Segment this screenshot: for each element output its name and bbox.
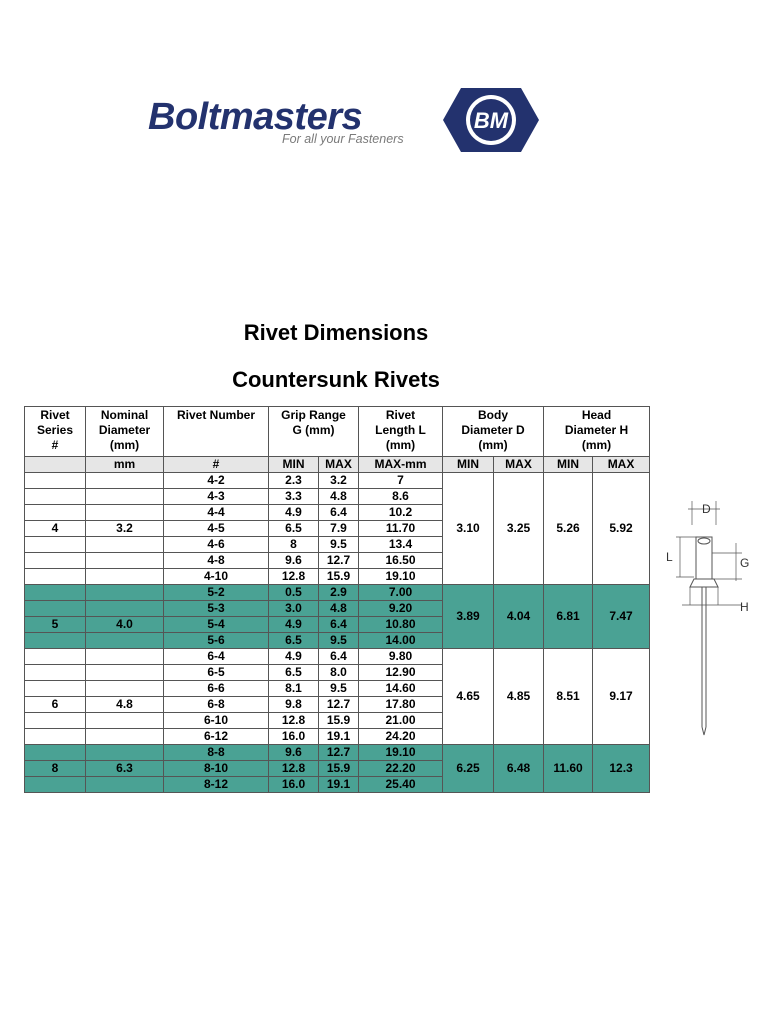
rivet-length-cell: 16.50 — [359, 553, 443, 569]
rivet-length-cell: 19.10 — [359, 745, 443, 761]
rivet-length-cell: 10.2 — [359, 505, 443, 521]
head-min-cell: 5.26 — [544, 473, 593, 585]
nominal-diameter-cell — [86, 745, 164, 761]
grip-min-cell: 9.8 — [269, 697, 319, 713]
grip-min-cell: 8.1 — [269, 681, 319, 697]
grip-max-cell: 15.9 — [319, 761, 359, 777]
series-cell — [25, 745, 86, 761]
nominal-diameter-cell — [86, 665, 164, 681]
body-min-cell: 3.10 — [443, 473, 494, 585]
grip-min-cell: 4.9 — [269, 649, 319, 665]
series-cell — [25, 569, 86, 585]
header-rivet-length: Rivet Length L (mm) — [359, 407, 443, 457]
series-cell — [25, 585, 86, 601]
body-max-cell: 4.04 — [494, 585, 544, 649]
table-row — [25, 585, 650, 601]
grip-max-cell: 19.1 — [319, 729, 359, 745]
head-min-cell: 11.60 — [544, 745, 593, 793]
rivet-number-cell: 6-6 — [164, 681, 269, 697]
unit-cell: MAX-mm — [359, 457, 443, 473]
series-cell — [25, 713, 86, 729]
diagram-label-d: D — [702, 502, 711, 516]
series-cell: 5 — [25, 617, 86, 633]
rivet-number-cell: 6-10 — [164, 713, 269, 729]
nominal-diameter-cell — [86, 713, 164, 729]
rivet-number-cell: 6-12 — [164, 729, 269, 745]
grip-max-cell: 6.4 — [319, 649, 359, 665]
table-row — [25, 649, 650, 665]
table-row — [25, 745, 650, 761]
unit-cell: MAX — [593, 457, 650, 473]
grip-max-cell: 3.2 — [319, 473, 359, 489]
rivet-dimensions-table — [24, 406, 650, 793]
grip-max-cell: 8.0 — [319, 665, 359, 681]
rivet-length-cell: 14.00 — [359, 633, 443, 649]
grip-max-cell: 9.5 — [319, 633, 359, 649]
diagram-label-h: H — [740, 600, 749, 614]
body-max-cell: 6.48 — [494, 745, 544, 793]
rivet-number-cell: 8-10 — [164, 761, 269, 777]
grip-min-cell: 6.5 — [269, 665, 319, 681]
grip-min-cell: 6.5 — [269, 521, 319, 537]
grip-max-cell: 6.4 — [319, 617, 359, 633]
grip-min-cell: 3.0 — [269, 601, 319, 617]
page-subtitle: Countersunk Rivets — [232, 367, 440, 392]
unit-cell: mm — [86, 457, 164, 473]
series-cell — [25, 473, 86, 489]
rivet-number-cell: 5-6 — [164, 633, 269, 649]
rivet-length-cell: 7.00 — [359, 585, 443, 601]
grip-max-cell: 9.5 — [319, 537, 359, 553]
grip-min-cell: 9.6 — [269, 553, 319, 569]
body-min-cell: 3.89 — [443, 585, 494, 649]
series-cell — [25, 633, 86, 649]
series-cell — [25, 537, 86, 553]
table-body — [25, 473, 650, 793]
head-max-cell: 5.92 — [593, 473, 650, 585]
grip-min-cell: 16.0 — [269, 777, 319, 793]
rivet-number-cell: 8-12 — [164, 777, 269, 793]
series-cell: 4 — [25, 521, 86, 537]
head-max-cell: 7.47 — [593, 585, 650, 649]
grip-min-cell: 16.0 — [269, 729, 319, 745]
rivet-length-cell: 24.20 — [359, 729, 443, 745]
grip-min-cell: 6.5 — [269, 633, 319, 649]
header-row — [25, 407, 650, 457]
logo-tagline: For all your Fasteners — [282, 132, 404, 146]
units-row — [25, 457, 650, 473]
nominal-diameter-cell — [86, 777, 164, 793]
nominal-diameter-cell — [86, 505, 164, 521]
rivet-length-cell: 21.00 — [359, 713, 443, 729]
unit-cell — [25, 457, 86, 473]
body-min-cell: 4.65 — [443, 649, 494, 745]
header-series: Rivet Series # — [25, 407, 86, 457]
grip-min-cell: 2.3 — [269, 473, 319, 489]
rivet-length-cell: 14.60 — [359, 681, 443, 697]
grip-min-cell: 3.3 — [269, 489, 319, 505]
grip-max-cell: 12.7 — [319, 745, 359, 761]
unit-cell: MAX — [494, 457, 544, 473]
head-max-cell: 9.17 — [593, 649, 650, 745]
nominal-diameter-cell — [86, 537, 164, 553]
series-cell — [25, 601, 86, 617]
rivet-length-cell: 25.40 — [359, 777, 443, 793]
head-min-cell: 6.81 — [544, 585, 593, 649]
grip-min-cell: 4.9 — [269, 505, 319, 521]
series-cell — [25, 665, 86, 681]
rivet-length-cell: 11.70 — [359, 521, 443, 537]
rivet-length-cell: 9.20 — [359, 601, 443, 617]
rivet-length-cell: 9.80 — [359, 649, 443, 665]
series-cell — [25, 489, 86, 505]
header-rivet-number: Rivet Number — [164, 407, 269, 457]
nominal-diameter-cell — [86, 553, 164, 569]
header-grip-range: Grip Range G (mm) — [269, 407, 359, 457]
rivet-length-cell: 19.10 — [359, 569, 443, 585]
unit-cell: MAX — [319, 457, 359, 473]
rivet-number-cell: 8-8 — [164, 745, 269, 761]
nominal-diameter-cell — [86, 569, 164, 585]
grip-max-cell: 9.5 — [319, 681, 359, 697]
diagram-label-l: L — [666, 550, 673, 564]
series-cell — [25, 505, 86, 521]
header-nominal-diameter: Nominal Diameter (mm) — [86, 407, 164, 457]
logo-wordmark: Boltmasters — [148, 96, 363, 138]
nominal-diameter-cell: 3.2 — [86, 521, 164, 537]
series-cell: 6 — [25, 697, 86, 713]
hex-nut-badge-icon — [441, 86, 541, 154]
series-cell — [25, 649, 86, 665]
rivet-number-cell: 4-2 — [164, 473, 269, 489]
grip-max-cell: 12.7 — [319, 553, 359, 569]
rivet-length-cell: 13.4 — [359, 537, 443, 553]
grip-max-cell: 12.7 — [319, 697, 359, 713]
grip-max-cell: 4.8 — [319, 489, 359, 505]
series-cell — [25, 553, 86, 569]
rivet-number-cell: 4-5 — [164, 521, 269, 537]
rivet-length-cell: 7 — [359, 473, 443, 489]
head-min-cell: 8.51 — [544, 649, 593, 745]
table-row — [25, 473, 650, 489]
unit-cell: # — [164, 457, 269, 473]
rivet-number-cell: 5-2 — [164, 585, 269, 601]
grip-min-cell: 12.8 — [269, 713, 319, 729]
rivet-length-cell: 10.80 — [359, 617, 443, 633]
series-cell — [25, 729, 86, 745]
grip-max-cell: 6.4 — [319, 505, 359, 521]
unit-cell: MIN — [269, 457, 319, 473]
nominal-diameter-cell — [86, 489, 164, 505]
grip-max-cell: 19.1 — [319, 777, 359, 793]
grip-max-cell: 2.9 — [319, 585, 359, 601]
grip-min-cell: 4.9 — [269, 617, 319, 633]
rivet-number-cell: 5-4 — [164, 617, 269, 633]
rivet-number-cell: 6-4 — [164, 649, 269, 665]
grip-min-cell: 12.8 — [269, 569, 319, 585]
nominal-diameter-cell: 4.8 — [86, 697, 164, 713]
body-max-cell: 4.85 — [494, 649, 544, 745]
rivet-number-cell: 4-8 — [164, 553, 269, 569]
rivet-number-cell: 4-3 — [164, 489, 269, 505]
rivet-number-cell: 5-3 — [164, 601, 269, 617]
diagram-label-g: G — [740, 556, 750, 570]
grip-max-cell: 4.8 — [319, 601, 359, 617]
series-cell — [25, 777, 86, 793]
rivet-length-cell: 12.90 — [359, 665, 443, 681]
nominal-diameter-cell — [86, 633, 164, 649]
rivet-number-cell: 6-5 — [164, 665, 269, 681]
grip-min-cell: 8 — [269, 537, 319, 553]
rivet-length-cell: 17.80 — [359, 697, 443, 713]
series-cell — [25, 681, 86, 697]
nominal-diameter-cell — [86, 649, 164, 665]
nominal-diameter-cell — [86, 729, 164, 745]
nominal-diameter-cell — [86, 473, 164, 489]
badge-letters: BM — [473, 108, 509, 133]
unit-cell: MIN — [443, 457, 494, 473]
grip-max-cell: 15.9 — [319, 569, 359, 585]
nominal-diameter-cell: 6.3 — [86, 761, 164, 777]
nominal-diameter-cell: 4.0 — [86, 617, 164, 633]
rivet-number-cell: 4-6 — [164, 537, 269, 553]
grip-max-cell: 7.9 — [319, 521, 359, 537]
rivet-number-cell: 4-10 — [164, 569, 269, 585]
rivet-drawing — [676, 501, 742, 735]
rivet-length-cell: 8.6 — [359, 489, 443, 505]
grip-max-cell: 15.9 — [319, 713, 359, 729]
header-body-diameter: Body Diameter D (mm) — [443, 407, 544, 457]
rivet-number-cell: 6-8 — [164, 697, 269, 713]
nominal-diameter-cell — [86, 681, 164, 697]
nominal-diameter-cell — [86, 601, 164, 617]
series-cell: 8 — [25, 761, 86, 777]
nominal-diameter-cell — [86, 585, 164, 601]
rivet-diagram — [660, 495, 760, 745]
body-min-cell: 6.25 — [443, 745, 494, 793]
rivet-length-cell: 22.20 — [359, 761, 443, 777]
rivet-number-cell: 4-4 — [164, 505, 269, 521]
grip-min-cell: 12.8 — [269, 761, 319, 777]
boltmasters-logo — [148, 86, 548, 156]
page-title: Rivet Dimensions — [243, 320, 429, 345]
body-max-cell: 3.25 — [494, 473, 544, 585]
header-head-diameter: Head Diameter H (mm) — [544, 407, 650, 457]
head-max-cell: 12.3 — [593, 745, 650, 793]
unit-cell: MIN — [544, 457, 593, 473]
grip-min-cell: 0.5 — [269, 585, 319, 601]
grip-min-cell: 9.6 — [269, 745, 319, 761]
